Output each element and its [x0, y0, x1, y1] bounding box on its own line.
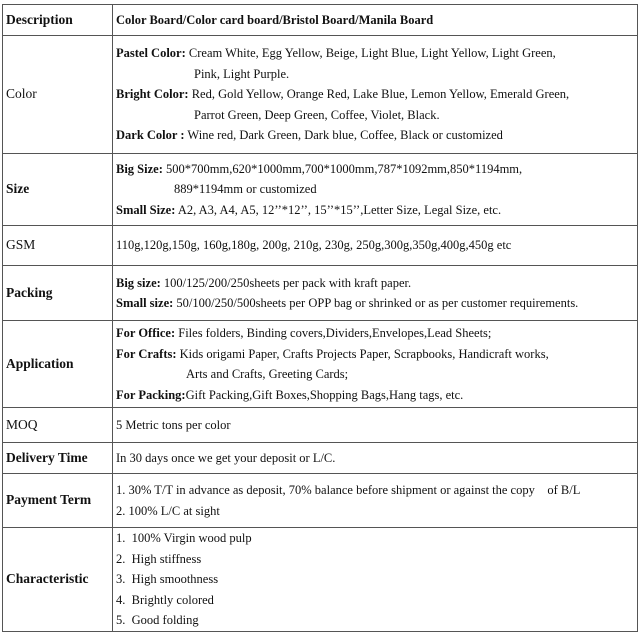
- row-label-characteristic: Characteristic: [3, 528, 113, 632]
- row-label-payment: Payment Term: [3, 474, 113, 528]
- pastel-color-values: Cream White, Egg Yellow, Beige, Light Blue, Light Yellow, Light Green,: [188, 46, 556, 61]
- characteristic-cell: [113, 528, 638, 632]
- big-size-line: [116, 159, 637, 180]
- bright-color-line: [116, 84, 637, 105]
- row-label-color: Color: [3, 36, 113, 154]
- dark-color-key: Dark Color :: [116, 128, 185, 143]
- spec-table: [2, 4, 638, 632]
- table-row: [3, 36, 638, 154]
- crafts-key: For Crafts:: [116, 346, 177, 361]
- packing-use-line: [116, 385, 637, 406]
- table-row: [3, 443, 638, 474]
- crafts-values: Kids origami Paper, Crafts Projects Paper, Scrapbooks, Handicraft works,: [179, 346, 549, 361]
- packing-big-values: 100/125/200/250sheets per pack with kraft paper.: [163, 275, 412, 290]
- row-label-delivery: Delivery Time: [3, 443, 113, 474]
- list-item: 2. High stiffness: [116, 551, 202, 566]
- big-size-line-2: 889*1194mm or customized: [174, 182, 317, 197]
- table-row: [3, 226, 638, 266]
- dark-color-values: Wine red, Dark Green, Dark blue, Coffee, Black or customized: [187, 128, 503, 143]
- big-size-key: Big Size:: [116, 161, 163, 176]
- office-key: For Office:: [116, 326, 176, 340]
- table-row: [3, 266, 638, 321]
- packing-small-values: 50/100/250/500sheets per OPP bag or shrinked or as per customer requirements.: [176, 296, 579, 310]
- dark-color-line: [116, 125, 637, 146]
- row-label-gsm: GSM: [3, 226, 113, 266]
- crafts-line: [116, 344, 637, 365]
- list-item: 5. Good folding: [116, 613, 199, 628]
- row-label-moq: MOQ: [3, 408, 113, 443]
- payment-cell: [113, 474, 638, 528]
- pastel-color-key: Pastel Color:: [116, 46, 186, 61]
- row-label-description: Description: [3, 5, 113, 36]
- row-label-size: Size: [3, 154, 113, 226]
- small-size-key: Small Size:: [116, 202, 176, 217]
- packing-big-line: [116, 273, 637, 294]
- office-line: [116, 323, 637, 344]
- list-item: 1. 100% Virgin wood pulp: [116, 531, 252, 546]
- list-item: 4. Brightly colored: [116, 592, 214, 607]
- row-label-application: Application: [3, 321, 113, 408]
- pastel-color-line: [116, 43, 637, 64]
- bright-color-key: Bright Color:: [116, 87, 189, 102]
- small-size-values: A2, A3, A4, A5, 12’’*12’’, 15’’*15’’,Letter Size, Legal Size, etc.: [177, 202, 502, 217]
- pastel-color-line-2: Pink, Light Purple.: [194, 66, 290, 81]
- product-title: Color Board/Color card board/Bristol Board/Manila Board: [113, 5, 638, 36]
- table-row: [3, 408, 638, 443]
- small-size-line: [116, 200, 637, 221]
- payment-line-2: 2. 100% L/C at sight: [116, 503, 220, 518]
- gsm-values: 110g,120g,150g, 160g,180g, 200g, 210g, 230g, 250g,300g,350g,400g,450g etc: [113, 226, 638, 266]
- crafts-line-2: Arts and Crafts, Greeting Cards;: [186, 367, 349, 381]
- packing-big-key: Big size:: [116, 275, 161, 290]
- payment-line-1: 1. 30% T/T in advance as deposit, 70% balance before shipment or against the copy of B/L: [116, 483, 581, 497]
- packing-use-key: For Packing:: [116, 387, 186, 402]
- packing-use-values: Gift Packing,Gift Boxes,Shopping Bags,Hang tags, etc.: [185, 387, 464, 402]
- packing-cell: [113, 266, 638, 321]
- color-cell: [113, 36, 638, 154]
- list-item: 3. High smoothness: [116, 572, 219, 587]
- size-cell: [113, 154, 638, 226]
- delivery-value: In 30 days once we get your deposit or L/C.: [113, 443, 638, 474]
- table-row: [3, 474, 638, 528]
- bright-color-values: Red, Gold Yellow, Orange Red, Lake Blue, Lemon Yellow, Emerald Green,: [191, 87, 570, 102]
- table-row: [3, 321, 638, 408]
- table-row: [3, 154, 638, 226]
- table-row: [3, 528, 638, 632]
- table-row: [3, 5, 638, 36]
- row-label-packing: Packing: [3, 266, 113, 321]
- moq-value: 5 Metric tons per color: [113, 408, 638, 443]
- office-values: Files folders, Binding covers,Dividers,Envelopes,Lead Sheets;: [178, 326, 492, 340]
- bright-color-line-2: Parrot Green, Deep Green, Coffee, Violet, Black.: [194, 107, 440, 122]
- big-size-values: 500*700mm,620*1000mm,700*1000mm,787*1092mm,850*1194mm,: [166, 161, 523, 176]
- packing-small-line: [116, 293, 637, 314]
- packing-small-key: Small size:: [116, 296, 174, 310]
- application-cell: [113, 321, 638, 408]
